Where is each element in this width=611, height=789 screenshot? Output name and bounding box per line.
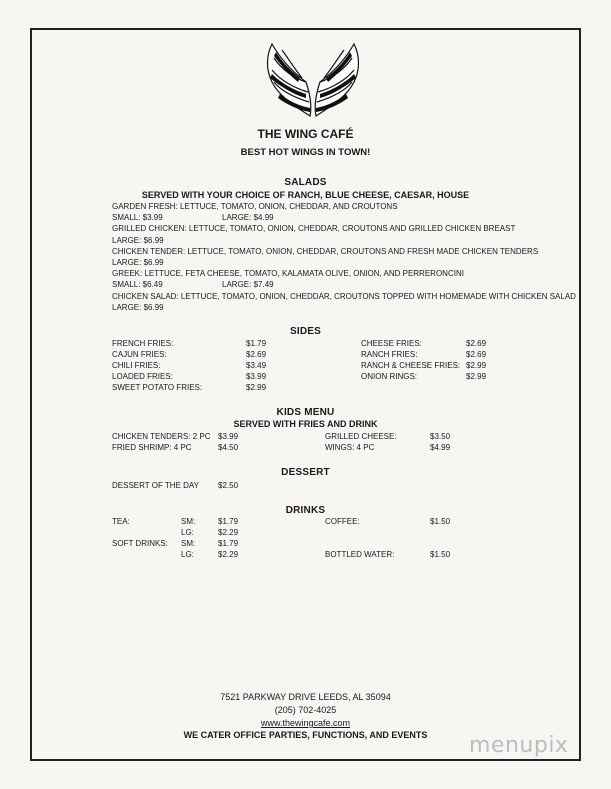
kids-fried-shrimp: FRIED SHRIMP: 4 PC <box>112 443 192 452</box>
footer-phone: (205) 702-4025 <box>274 705 337 715</box>
side-cheese-fries: CHEESE FRIES: <box>361 339 422 348</box>
menupix-watermark: menupix <box>469 733 569 758</box>
dessert-of-the-day: DESSERT OF THE DAY <box>112 481 199 490</box>
drink-tea-lg-price: $2.29 <box>218 528 239 537</box>
drink-tea: TEA: <box>112 517 130 526</box>
sides-heading: SIDES <box>289 326 321 337</box>
footer-website[interactable]: www.thewingcafe.com <box>260 718 351 728</box>
kids-chicken-tenders: CHICKEN TENDERS: 2 PC <box>112 432 211 441</box>
drink-soft-sm-price: $1.79 <box>218 539 239 548</box>
side-sweet-potato-fries: SWEET POTATO FRIES: <box>112 383 203 392</box>
side-ranch-fries: RANCH FRIES: <box>361 350 418 359</box>
restaurant-tagline: BEST HOT WINGS IN TOWN! <box>240 147 371 158</box>
salads-subheading: SERVED WITH YOUR CHOICE OF RANCH, BLUE CHEESE, CAESAR, HOUSE <box>141 190 470 200</box>
side-onion-rings-price: $2.99 <box>466 372 487 381</box>
salad-item-chicken-salad: CHICKEN SALAD: LETTUCE, TOMATO, ONION, CHEDDAR, CROUTONS TOPPED WITH HOMEMADE WITH CHICKEN SALAD <box>112 292 576 301</box>
side-cajun-fries-price: $2.69 <box>246 350 267 359</box>
side-chili-fries-price: $3.49 <box>246 361 267 370</box>
drinks-heading: DRINKS <box>285 505 326 516</box>
side-cajun-fries: CAJUN FRIES: <box>112 350 167 359</box>
side-cheese-fries-price: $2.69 <box>466 339 487 348</box>
side-loaded-fries: LOADED FRIES: <box>112 372 173 381</box>
salad-garden-small: SMALL: $3.99 <box>112 213 163 222</box>
salad-greek-small: SMALL: $6.49 <box>112 280 163 289</box>
side-french-fries: FRENCH FRIES: <box>112 339 174 348</box>
salad-chicken-salad-large: LARGE: $6.99 <box>112 303 164 312</box>
salad-item-chicken-tender: CHICKEN TENDER: LETTUCE, TOMATO, ONION, CHEDDAR, CROUTONS AND FRESH MADE CHICKEN TENDERS <box>112 247 539 256</box>
restaurant-title: THE WING CAFÉ <box>257 127 354 141</box>
dessert-heading: DESSERT <box>281 467 330 478</box>
side-onion-rings: ONION RINGS: <box>361 372 418 381</box>
drink-soft-lg-price: $2.29 <box>218 550 239 559</box>
drink-tea-sm-price: $1.79 <box>218 517 239 526</box>
kids-grilled-cheese: GRILLED CHEESE: <box>325 432 397 441</box>
salad-item-grilled-chicken: GRILLED CHICKEN: LETTUCE, TOMATO, ONION, CHEDDAR, CROUTONS AND GRILLED CHICKEN BREAST <box>112 224 516 233</box>
drink-tea-sm-label: SM: <box>181 517 196 526</box>
drink-bottled-water-price: $1.50 <box>430 550 451 559</box>
kids-wings-price: $4.99 <box>430 443 451 452</box>
drink-soft-drinks: SOFT DRINKS: <box>112 539 168 548</box>
footer-catering: WE CATER OFFICE PARTIES, FUNCTIONS, AND EVENTS <box>183 730 428 740</box>
kids-menu-subheading: SERVED WITH FRIES AND DRINK <box>233 419 378 429</box>
salad-greek-large: LARGE: $7.49 <box>222 280 274 289</box>
salad-chicken-tender-large: LARGE: $6.99 <box>112 258 164 267</box>
drink-soft-sm-label: SM: <box>181 539 196 548</box>
salads-heading: SALADS <box>284 177 327 188</box>
drink-soft-lg-label: LG: <box>181 550 194 559</box>
drink-tea-lg-label: LG: <box>181 528 194 537</box>
salad-garden-large: LARGE: $4.99 <box>222 213 274 222</box>
side-chili-fries: CHILI FRIES: <box>112 361 161 370</box>
drink-coffee-price: $1.50 <box>430 517 451 526</box>
dessert-of-the-day-price: $2.50 <box>218 481 239 490</box>
footer-address: 7521 PARKWAY DRIVE LEEDS, AL 35094 <box>220 692 391 702</box>
side-loaded-fries-price: $3.99 <box>246 372 267 381</box>
kids-menu-heading: KIDS MENU <box>276 407 335 418</box>
kids-fried-shrimp-price: $4.50 <box>218 443 239 452</box>
drink-bottled-water: BOTTLED WATER: <box>325 550 395 559</box>
salad-grilled-chicken-large: LARGE: $6.99 <box>112 236 164 245</box>
kids-grilled-cheese-price: $3.50 <box>430 432 451 441</box>
side-ranch-cheese-fries: RANCH & CHEESE FRIES: <box>361 361 461 370</box>
kids-wings: WINGS: 4 PC <box>325 443 375 452</box>
side-ranch-fries-price: $2.69 <box>466 350 487 359</box>
angel-wings-logo <box>258 38 368 124</box>
side-ranch-cheese-fries-price: $2.99 <box>466 361 487 370</box>
side-sweet-potato-fries-price: $2.99 <box>246 383 267 392</box>
side-french-fries-price: $1.79 <box>246 339 267 348</box>
kids-chicken-tenders-price: $3.99 <box>218 432 239 441</box>
drink-coffee: COFFEE: <box>325 517 360 526</box>
salad-item-garden: GARDEN FRESH: LETTUCE, TOMATO, ONION, CHEDDAR, AND CROUTONS <box>112 202 398 211</box>
salad-item-greek: GREEK: LETTUCE, FETA CHEESE, TOMATO, KALAMATA OLIVE, ONION, AND PERRERONCINI <box>112 269 464 278</box>
